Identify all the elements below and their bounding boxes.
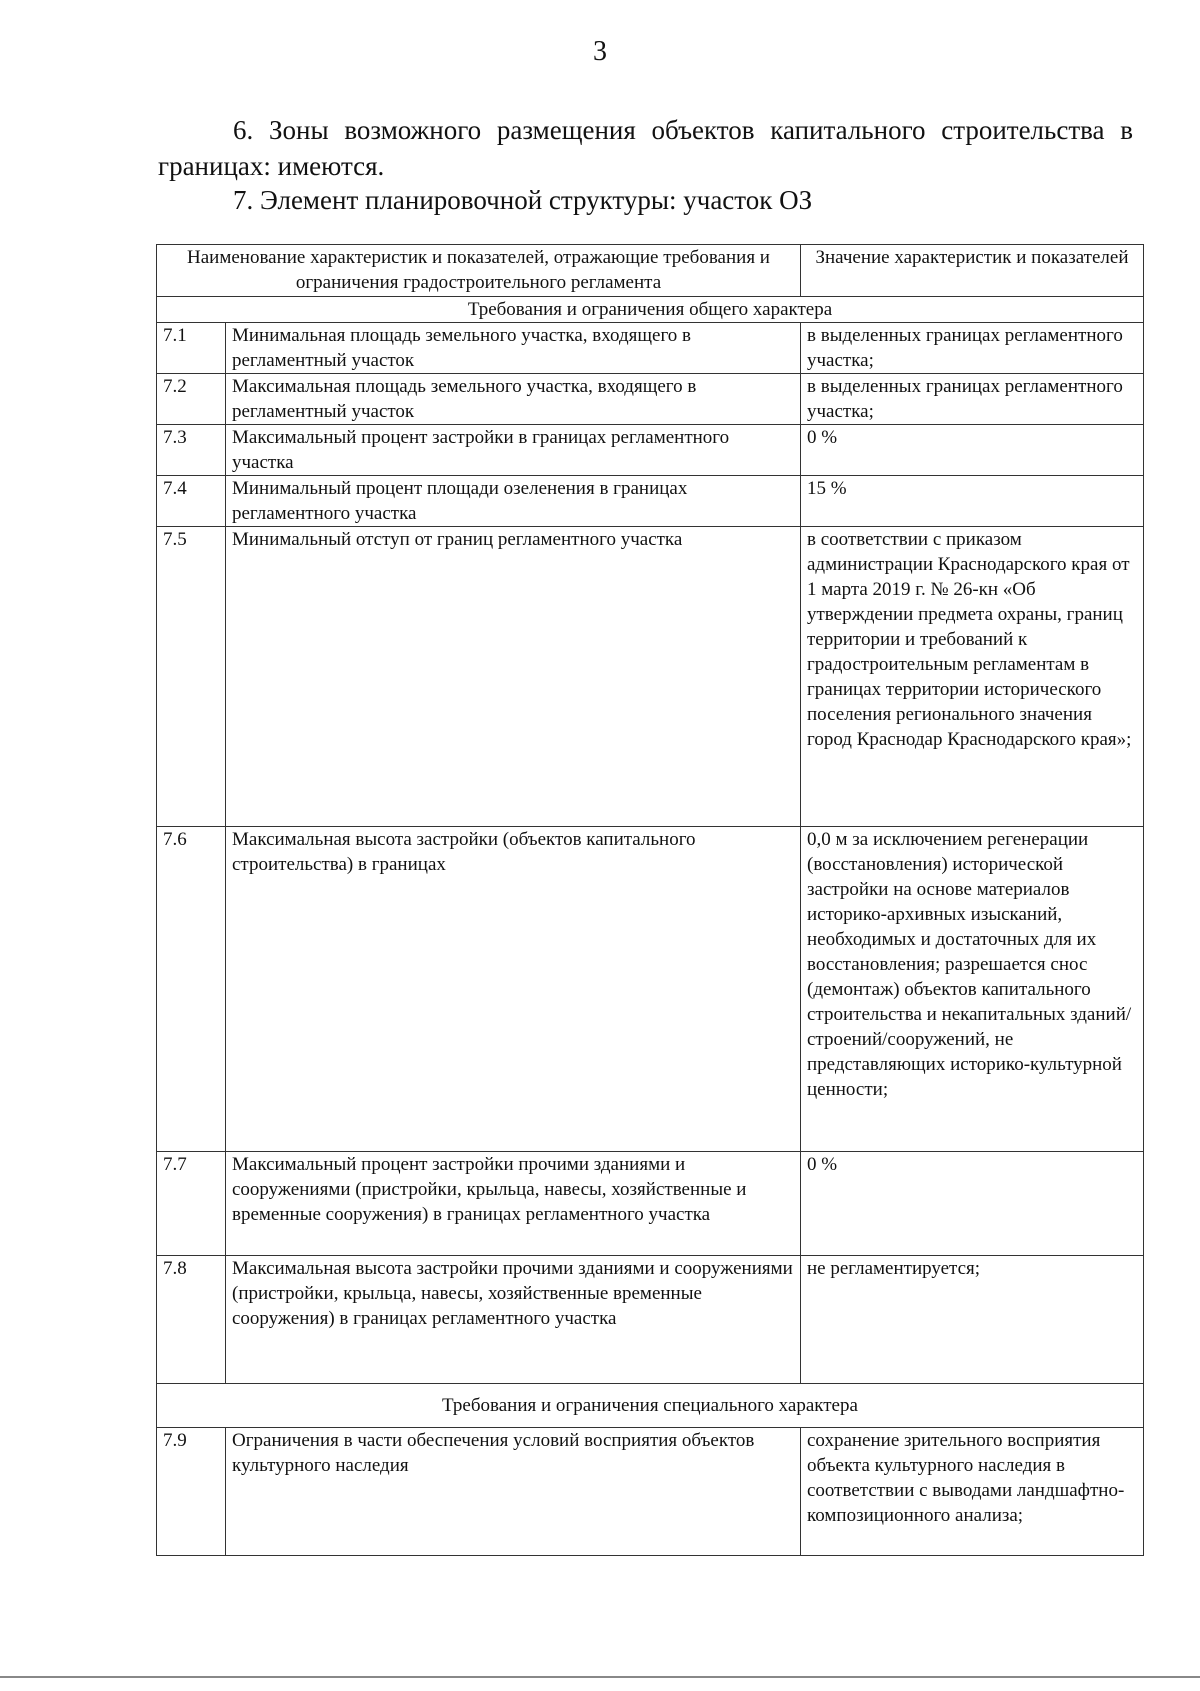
row-value: в выделенных границах регламентного участка; bbox=[801, 323, 1144, 374]
table-row bbox=[157, 1152, 1144, 1256]
row-number: 7.7 bbox=[157, 1152, 226, 1256]
row-name: Максимальный процент застройки прочими зданиями и сооружениями (пристройки, крыльца, навесы, хозяйственные и временные сооружения) в границах регламентного участка bbox=[226, 1152, 801, 1256]
table-row bbox=[157, 1428, 1144, 1556]
row-number: 7.4 bbox=[157, 476, 226, 527]
table-row bbox=[157, 374, 1144, 425]
page-number: 3 bbox=[593, 36, 607, 67]
table-row bbox=[157, 1256, 1144, 1384]
row-name: Ограничения в части обеспечения условий восприятия объектов культурного наследия bbox=[226, 1428, 801, 1556]
row-name: Минимальный отступ от границ регламентного участка bbox=[226, 527, 801, 827]
row-value: 0 % bbox=[801, 1152, 1144, 1256]
header-characteristics: Наименование характеристик и показателей, отражающие требования и ограничения градостроительного регламента bbox=[157, 245, 801, 297]
row-value: сохранение зрительного восприятия объекта культурного наследия в соответствии с выводами ландшафтно-композиционного анализа; bbox=[801, 1428, 1144, 1556]
row-number: 7.1 bbox=[157, 323, 226, 374]
section-row-special bbox=[157, 1384, 1144, 1428]
row-number: 7.3 bbox=[157, 425, 226, 476]
row-number: 7.2 bbox=[157, 374, 226, 425]
row-value: в соответствии с приказом администрации Краснодарского края от 1 марта 2019 г. № 26-кн «Об утверждении предмета охраны, границ территории и требований к градостроительным регламентам в границах территории исторического поселения регионального значения город Краснодар Краснодарского края»; bbox=[801, 527, 1144, 827]
row-value: 15 % bbox=[801, 476, 1144, 527]
section-general-title: Требования и ограничения общего характера bbox=[157, 297, 1144, 323]
row-name: Минимальный процент площади озеленения в границах регламентного участка bbox=[226, 476, 801, 527]
table-header-row bbox=[157, 245, 1144, 297]
row-name: Максимальная высота застройки (объектов капитального строительства) в границах bbox=[226, 827, 801, 1152]
header-values: Значение характеристик и показателей bbox=[801, 245, 1144, 297]
regulations-table bbox=[156, 244, 1144, 1556]
row-number: 7.8 bbox=[157, 1256, 226, 1384]
row-name: Максимальная площадь земельного участка, входящего в регламентный участок bbox=[226, 374, 801, 425]
row-value: не регламентируется; bbox=[801, 1256, 1144, 1384]
row-number: 7.6 bbox=[157, 827, 226, 1152]
table-row bbox=[157, 476, 1144, 527]
row-name: Максимальный процент застройки в границах регламентного участка bbox=[226, 425, 801, 476]
section-row-general bbox=[157, 297, 1144, 323]
row-name: Максимальная высота застройки прочими зданиями и сооружениями (пристройки, крыльца, навесы, хозяйственные временные сооружения) в границах регламентного участка bbox=[226, 1256, 801, 1384]
table-row bbox=[157, 827, 1144, 1152]
section-special-title: Требования и ограничения специального характера bbox=[157, 1384, 1144, 1428]
page-bottom-edge bbox=[0, 1676, 1200, 1678]
table-row bbox=[157, 425, 1144, 476]
paragraph-planning-element: 7. Элемент планировочной структуры: участок ОЗ bbox=[233, 185, 813, 215]
row-value: 0,0 м за исключением регенерации (восстановления) исторической застройки на основе материалов историко-архивных изысканий, необходимых и достаточных для их восстановления; разрешается снос (демонтаж) объектов капитального строительства и некапитальных зданий/строений/сооружений, не представляющих историко-культурной ценности; bbox=[801, 827, 1144, 1152]
table-row bbox=[157, 323, 1144, 374]
paragraph-zones: 6. Зоны возможного размещения объектов капитального строительства в границах: имеются. bbox=[158, 115, 1133, 181]
row-value: в выделенных границах регламентного участка; bbox=[801, 374, 1144, 425]
row-value: 0 % bbox=[801, 425, 1144, 476]
table-row bbox=[157, 527, 1144, 827]
row-name: Минимальная площадь земельного участка, входящего в регламентный участок bbox=[226, 323, 801, 374]
row-number: 7.9 bbox=[157, 1428, 226, 1556]
row-number: 7.5 bbox=[157, 527, 226, 827]
